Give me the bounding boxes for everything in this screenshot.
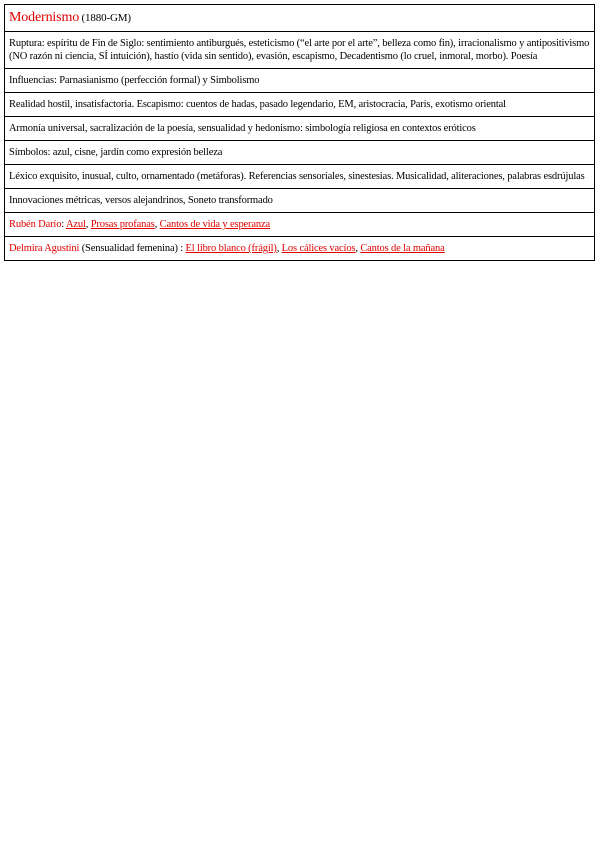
document-sheet (4, 4, 594, 261)
author-agustini: Delmira Agustini (9, 243, 80, 254)
row-armonia: Armonía universal, sacralización de la poesía, sensualidad y hedonismo: simbología religiosa en contextos eróticos (5, 117, 595, 141)
table-row (5, 69, 595, 93)
row-agustini: Delmira Agustini (Sensualidad femenina) : El libro blanco (frágil), Los cálices vacíos, Cantos de la mañana (5, 237, 595, 261)
title-dates: (1880-GM) (81, 12, 131, 24)
row-innovaciones: Innovaciones métricas, versos alejandrinos, Soneto transformado (5, 189, 595, 213)
title-cell (5, 5, 595, 32)
table-row (5, 213, 595, 237)
row-influencias: Influencias: Parnasianismo (perfección formal) y Simbolismo (5, 69, 595, 93)
title-row (5, 5, 595, 32)
row-realidad: Realidad hostil, insatisfactoria. Escapismo: cuentos de hadas, pasado legendario, EM, aristocracia, París, exotismo oriental (5, 93, 595, 117)
table-row (5, 165, 595, 189)
row-lexico: Léxico exquisito, inusual, culto, ornamentado (metáforas). Referencias sensoriales, sinestesias. Musicalidad, aliteraciones, palabras esdrújulas (5, 165, 595, 189)
work-link-libro-blanco[interactable]: El libro blanco (frágil) (185, 243, 277, 254)
summary-table (4, 4, 595, 261)
page-title: Modernismo (9, 10, 80, 25)
work-link-calices-vacios[interactable]: Los cálices vacíos (281, 243, 356, 254)
agustini-note: (Sensualidad femenina) : (79, 243, 186, 254)
work-link-prosas-profanas[interactable]: Prosas profanas (90, 219, 155, 230)
table-row (5, 117, 595, 141)
row-simbolos: Símbolos: azul, cisne, jardín como expresión belleza (5, 141, 595, 165)
row-ruptura: Ruptura: espíritu de Fin de Siglo: sentimiento antiburgués, esteticismo (“el arte por el arte”, belleza como fin), irracionalismo y antipositivismo (NO razón ni ciencia, SÍ intuición), hastío (vida sin sentido), evasión, escapismo, Decadentismo (lo cruel, inmoral, morbo). Poesía (5, 32, 595, 69)
table-row (5, 237, 595, 261)
table-row (5, 93, 595, 117)
work-link-cantos-vida[interactable]: Cantos de vida y esperanza (159, 219, 271, 230)
work-link-cantos-manana[interactable]: Cantos de la mañana (360, 243, 445, 254)
table-row (5, 141, 595, 165)
author-dario: Rubén Darío (9, 219, 62, 230)
row-dario: Rubén Darío: Azul, Prosas profanas, Cantos de vida y esperanza (5, 213, 595, 237)
table-row (5, 189, 595, 213)
work-link-azul[interactable]: Azul (65, 219, 86, 230)
table-row (5, 32, 595, 69)
